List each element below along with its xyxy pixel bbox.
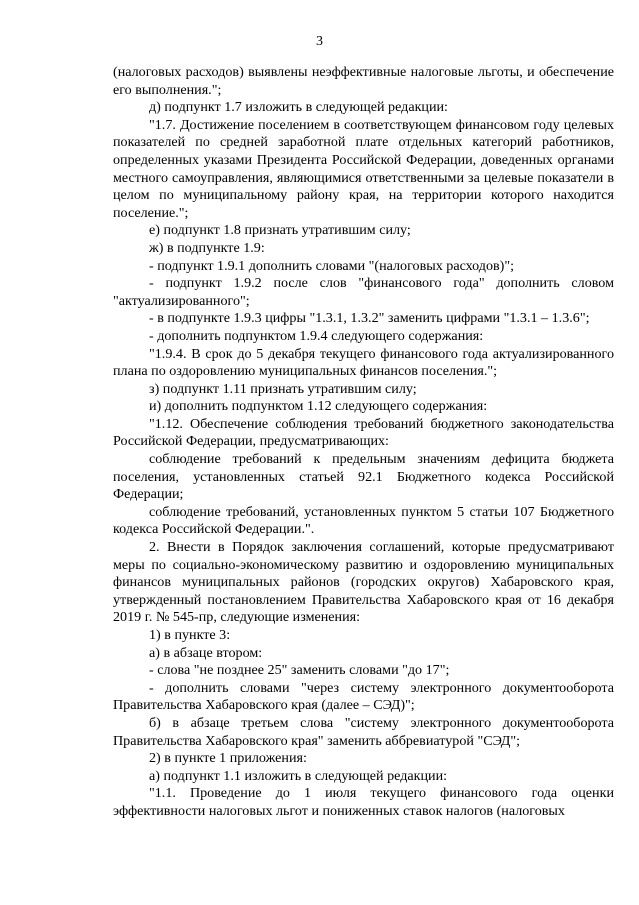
paragraph: а) подпункт 1.1 изложить в следующей редакции:	[149, 767, 448, 784]
paragraph: "1.1. Проведение до 1 июля текущего финансового года оценки эффективности налоговых льгот и пониженных ставок налогов (налоговых	[113, 785, 614, 819]
paragraph: 1) в пункте 3:	[149, 627, 231, 643]
paragraph: - в подпункте 1.9.3 цифры "1.3.1, 1.3.2" заменить цифрами "1.3.1 – 1.3.6";	[149, 310, 590, 327]
paragraph: д) подпункт 1.7 изложить в следующей редакции:	[149, 99, 448, 116]
paragraph: з) подпункт 1.11 признать утратившим силу;	[149, 380, 417, 397]
paragraph: соблюдение требований, установленных пунктом 5 статьи 107 Бюджетного кодекса Российской Федерации.".	[113, 503, 614, 538]
page-number: 3	[316, 34, 323, 49]
paragraph: а) в абзаце втором:	[149, 644, 263, 661]
paragraph: - дополнить подпунктом 1.9.4 следующего содержания:	[149, 327, 484, 344]
paragraph: (налоговых расходов) выявлены неэффективные налоговые льготы, и обеспечение его выполнения.";	[113, 64, 614, 98]
paragraph: б) в абзаце третьем слова "систему электронного документооборота Правительства Хабаровского края" заменить аббревиатурой "СЭД";	[113, 714, 614, 749]
paragraph: 2) в пункте 1 приложения:	[149, 750, 307, 767]
paragraph: "1.9.4. В срок до 5 декабря текущего финансового года актуализированного плана по оздоровлению муниципальных финансов поселения.";	[113, 345, 614, 380]
paragraph: - слова "не позднее 25" заменить словами "до 17";	[149, 662, 450, 679]
paragraph: ж) в подпункте 1.9:	[149, 239, 265, 256]
paragraph: и) дополнить подпунктом 1.12 следующего содержания:	[149, 398, 488, 415]
paragraph: - подпункт 1.9.2 после слов "финансового года" дополнить словом "актуализированного";	[113, 275, 614, 309]
paragraph: "1.7. Достижение поселением в соответствующем финансовом году целевых показателей по средней заработной плате отдельных категорий работников, определенных указами Президента Российской Федерации, доведенных органами местного самоуправления, являющимися ответственными за целевые показатели в целом по муниципальному району края, на территории которого находится поселение.";	[113, 116, 614, 221]
paragraph: 2. Внести в Порядок заключения соглашений, которые предусматривают меры по социально-экономическому развитию и оздоровлению муниципальных финансов муниципальных районов (городских округов) Хабаровского края, утвержденный постановлением Правительства Хабаровского края от 16 декабря 2019 г. № 545-пр, следующие изменения:	[113, 539, 614, 626]
document-body	[113, 64, 614, 821]
paragraph: - дополнить словами "через систему электронного документооборота Правительства Хабаровского края (далее – СЭД)";	[113, 679, 614, 714]
paragraph: е) подпункт 1.8 признать утратившим силу;	[149, 222, 411, 239]
paragraph: "1.12. Обеспечение соблюдения требований бюджетного законодательства Российской Федерации, предусматривающих:	[113, 415, 614, 450]
paragraph: соблюдение требований к предельным значениям дефицита бюджета поселения, установленных статьей 92.1 Бюджетного кодекса Российской Федерации;	[113, 451, 614, 503]
paragraph: - подпункт 1.9.1 дополнить словами "(налоговых расходов)";	[149, 257, 515, 274]
